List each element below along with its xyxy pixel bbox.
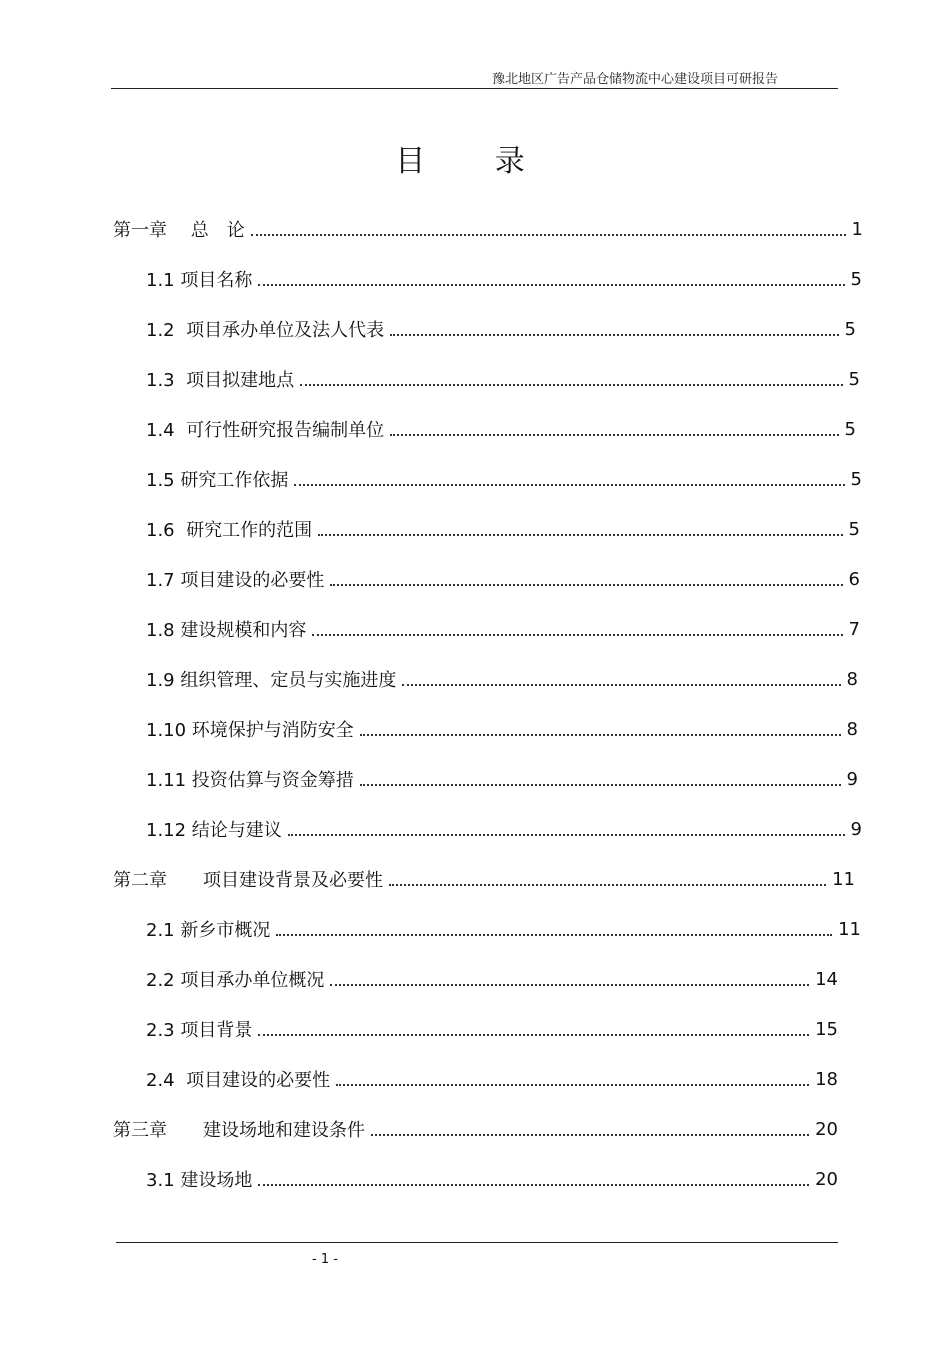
toc-entry-page: 6 [848, 568, 860, 590]
toc-entry-page: 5 [844, 318, 856, 340]
toc-entry-page: 7 [848, 618, 860, 640]
toc-entry-label: 1.8 建设规模和内容 [146, 620, 307, 641]
toc-leader-dots [276, 934, 832, 936]
toc-entry-1-3[interactable] [146, 364, 860, 394]
toc-leader-dots [390, 434, 838, 436]
toc-entry-label: 第一章 总 论 [113, 220, 245, 241]
toc-entry-page: 5 [848, 518, 860, 540]
toc-entry-label: 1.1 项目名称 [146, 270, 253, 291]
toc-entry-page: 8 [846, 668, 858, 690]
toc-entry-label: 2.3 项目背景 [146, 1020, 253, 1041]
toc-entry-label: 3.1 建设场地 [146, 1170, 253, 1191]
toc-entry-page: 18 [815, 1068, 838, 1090]
toc-leader-dots [300, 384, 842, 386]
toc-leader-dots [330, 584, 842, 586]
toc-entry-page: 14 [815, 968, 838, 990]
toc-leader-dots [258, 284, 844, 286]
toc-entry-page: 8 [846, 718, 858, 740]
toc-entry-1-2[interactable] [146, 314, 856, 344]
toc-leader-dots [312, 634, 842, 636]
toc-leader-dots [251, 234, 846, 236]
toc-leader-dots [288, 834, 845, 836]
toc-entry-page: 9 [846, 768, 858, 790]
toc-leader-dots [390, 334, 838, 336]
toc-entry-2-3[interactable] [146, 1014, 838, 1044]
toc-title: 目 录 [395, 144, 555, 179]
toc-leader-dots [258, 1034, 809, 1036]
toc-leader-dots [371, 1134, 809, 1136]
toc-entry-1-10[interactable] [146, 714, 858, 744]
toc-leader-dots [258, 1184, 809, 1186]
toc-entry-label: 1.6 研究工作的范围 [146, 520, 313, 541]
toc-entry-chapter-1[interactable] [113, 214, 863, 244]
toc-leader-dots [402, 684, 840, 686]
toc-entry-1-7[interactable] [146, 564, 860, 594]
toc-entry-1-11[interactable] [146, 764, 858, 794]
header-rule [111, 88, 838, 89]
toc-entry-1-5[interactable] [146, 464, 862, 494]
toc-leader-dots [389, 884, 826, 886]
toc-leader-dots [294, 484, 844, 486]
toc-entry-label: 第三章 建设场地和建设条件 [113, 1120, 365, 1141]
toc-leader-dots [336, 1084, 809, 1086]
toc-entry-page: 11 [838, 918, 861, 940]
toc-entry-label: 2.2 项目承办单位概况 [146, 970, 325, 991]
toc-entry-1-1[interactable] [146, 264, 862, 294]
toc-entry-label: 1.2 项目承办单位及法人代表 [146, 320, 385, 341]
toc-entry-chapter-3[interactable] [113, 1114, 838, 1144]
toc-entry-page: 9 [850, 818, 862, 840]
toc-entry-label: 1.5 研究工作依据 [146, 470, 289, 491]
toc-entry-1-6[interactable] [146, 514, 860, 544]
footer-rule [116, 1242, 838, 1243]
toc-entry-label: 1.4 可行性研究报告编制单位 [146, 420, 385, 441]
toc-entry-page: 11 [832, 868, 855, 890]
toc-entry-page: 1 [851, 218, 863, 240]
toc-entry-page: 20 [815, 1168, 838, 1190]
toc-entry-3-1[interactable] [146, 1164, 838, 1194]
toc-entry-1-9[interactable] [146, 664, 858, 694]
toc-leader-dots [318, 534, 842, 536]
toc-entry-page: 20 [815, 1118, 838, 1140]
running-header: 豫北地区广告产品仓储物流中心建设项目可研报告 [491, 72, 778, 87]
toc-entry-2-4[interactable] [146, 1064, 838, 1094]
toc-entry-label: 1.9 组织管理、定员与实施进度 [146, 670, 397, 691]
toc-entry-page: 5 [844, 418, 856, 440]
toc-entry-page: 15 [815, 1018, 838, 1040]
toc-entry-chapter-2[interactable] [113, 864, 855, 894]
toc-entry-1-12[interactable] [146, 814, 862, 844]
toc-leader-dots [330, 984, 809, 986]
toc-entry-page: 5 [848, 368, 860, 390]
toc-entry-1-4[interactable] [146, 414, 856, 444]
toc-entry-1-8[interactable] [146, 614, 860, 644]
toc-leader-dots [360, 784, 841, 786]
toc-entry-page: 5 [850, 268, 862, 290]
page-number: - 1 - [312, 1252, 338, 1267]
toc-entry-label: 2.4 项目建设的必要性 [146, 1070, 331, 1091]
toc-leader-dots [360, 734, 841, 736]
toc-entry-label: 1.12 结论与建议 [146, 820, 282, 841]
toc-entry-label: 1.11 投资估算与资金筹措 [146, 770, 354, 791]
toc-entry-2-1[interactable] [146, 914, 861, 944]
toc-entry-label: 1.10 环境保护与消防安全 [146, 720, 354, 741]
toc-entry-2-2[interactable] [146, 964, 838, 994]
toc-entry-label: 第二章 项目建设背景及必要性 [113, 870, 383, 891]
toc-entry-label: 1.7 项目建设的必要性 [146, 570, 325, 591]
toc-entry-label: 1.3 项目拟建地点 [146, 370, 295, 391]
toc-entry-label: 2.1 新乡市概况 [146, 920, 271, 941]
toc-entry-page: 5 [850, 468, 862, 490]
